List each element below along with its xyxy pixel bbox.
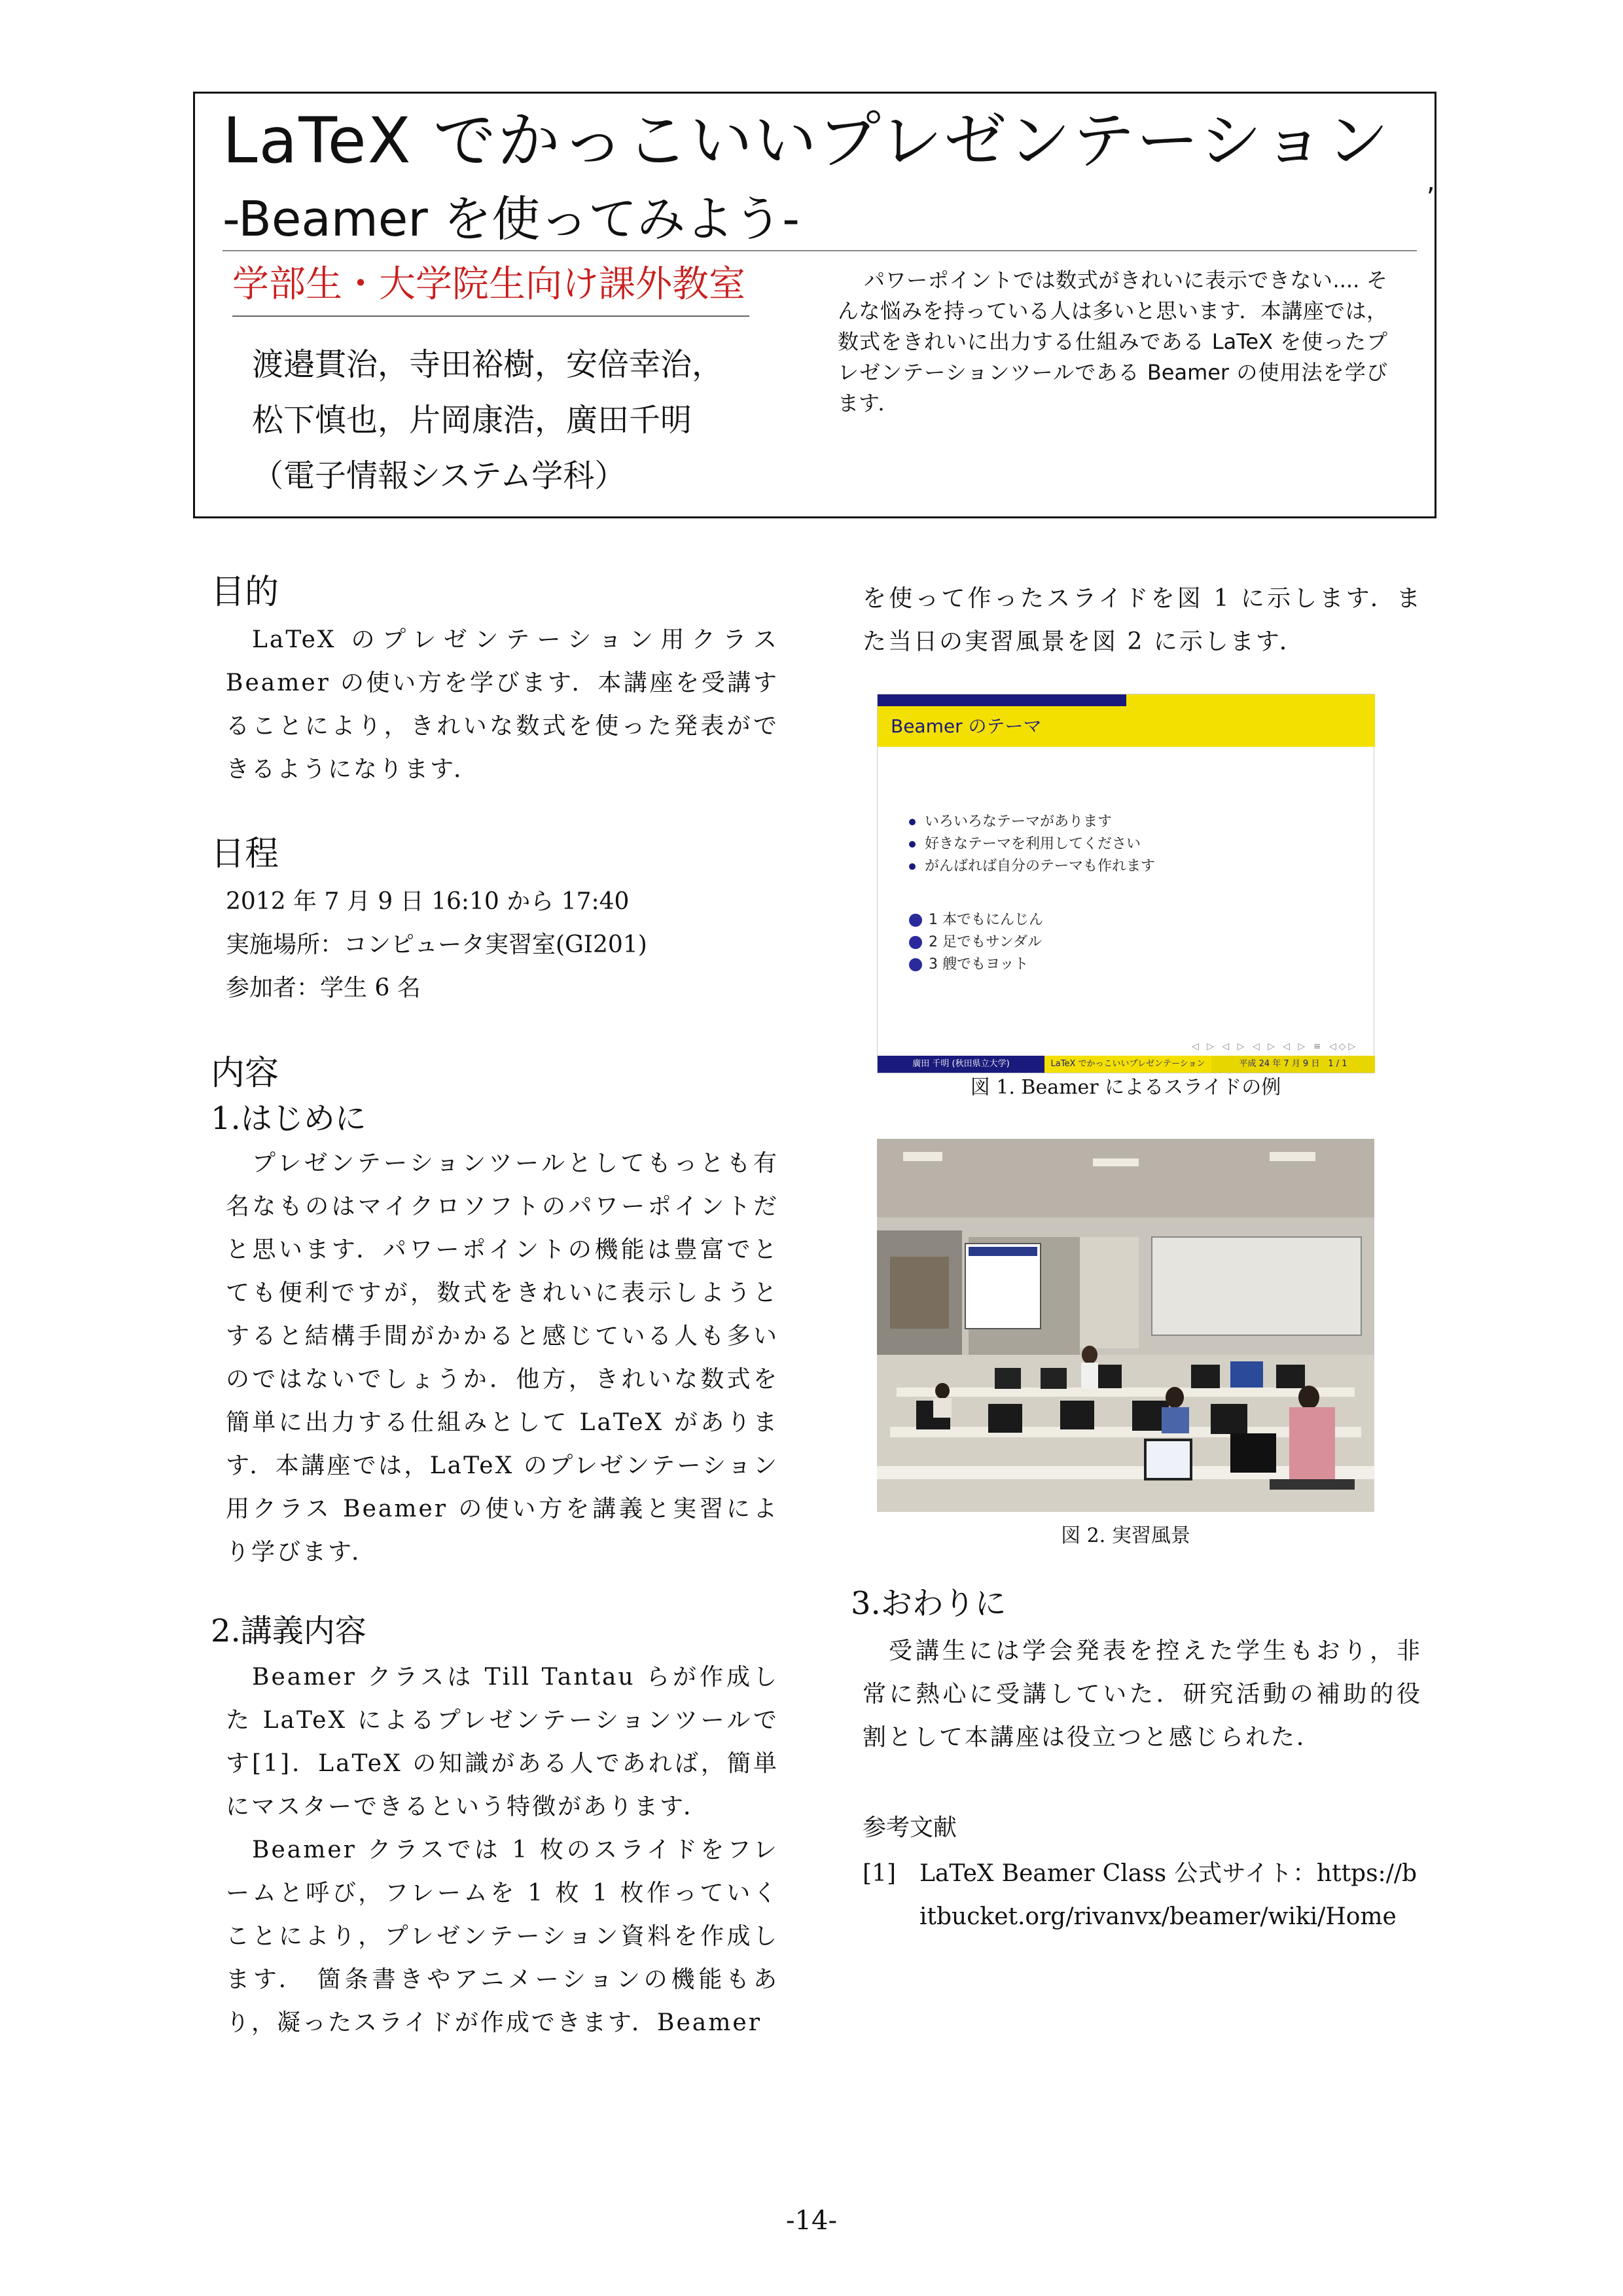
lecture-text [226,1656,779,2045]
slide-bullet: がんばれば自分のテーマも作れます [909,857,1155,876]
enum-ball-icon [909,936,922,949]
audience-divider [232,315,749,317]
slide-footer-author: 廣田 千明 (秋田県立大学) [878,1056,1044,1073]
figure-2-caption: 図 2. 実習風景 [1061,1524,1190,1547]
page-subtitle: -Beamer を使ってみよう- [223,191,800,247]
intro-text: プレゼンテーションツールとしてもっとも有名なものはマイクロソフトのパワーポイントだと思います．パワーポイントの機能は豊富でとても便利ですが，数式をきれいに表示しようとすると結構手間がかかると感じている人も多いのではないでしょうか．他方，きれいな数式を簡単に出力する仕組みとして LaTeX があります．本講座では，LaTeX のプレゼンテーション用クラス Beamer の使い方を講義と実習により学びます． [226,1150,779,1566]
slide-bullet: 好きなテーマを利用してください [909,834,1141,854]
slide-enum-item: 3 艘でもヨット [909,955,1029,975]
slide-bullet: いろいろなテーマがあります [909,812,1112,832]
schedule-participants: 参加者：学生 6 名 [226,975,421,1001]
lecture-paragraph-1: Beamer クラスは Till Tantau らが作成した LaTeX によるプレゼンテーションツールです[1]．LaTeX の知識がある人であれば，簡単にマスターできるという特徴があります． [226,1664,779,1820]
lecture-paragraph-2: Beamer クラスでは 1 枚のスライドをフレームと呼び，フレームを 1 枚 1 枚作っていくことにより，プレゼンテーション資料を作成します． 箇条書きやアニメーションの機能もあり，凝ったスライドが作成できます．Beamer [226,1837,779,2036]
slide-footer-date: 平成 24 年 7 月 9 日 1 / 1 [1211,1056,1375,1073]
slide-enum-item: 2 足でもサンダル [909,933,1042,952]
reference-text: LaTeX Beamer Class 公式サイト：https://bitbucket.org/rivanvx/beamer/wiki/Home [919,1860,1417,1930]
affiliation: （電子情報システム学科） [252,457,626,494]
authors-line-2: 松下慎也，片岡康浩，廣田千明 [252,402,692,439]
abstract: パワーポイントでは数式がきれいに表示できない.... そんな悩みを持っている人は多いと思います．本講座では，数式をきれいに出力する仕組みである LaTeX を使ったプレゼンテーションツールである Beamer の使用法を学びます． [838,268,1387,416]
bullet-icon [909,863,916,870]
figure-1-slide [877,694,1374,1073]
heading-lecture: 2.講義内容 [211,1613,366,1649]
heading-purpose: 目的 [211,573,279,612]
page-number: -14- [786,2206,837,2236]
enum-ball-icon [909,914,922,927]
figure-2-photo [877,1139,1374,1512]
purpose-text: LaTeX のプレゼンテーション用クラス Beamer の使い方を学びます．本講座を受講することにより，きれいな数式を使った発表ができるようになります． [226,626,779,783]
heading-schedule: 日程 [211,834,279,874]
authors-line-1: 渡邉貫治，寺田裕樹，安倍幸治， [252,346,724,383]
slide-nav-symbols: ◁ ▷ ◁ ▷ ◁ ▷ ◁ ▷ ≡ ◁◇▷ [1192,1041,1359,1052]
schedule-place: 実施場所：コンピュータ実習室(GI201) [226,931,647,958]
reference-number: [1] [863,1860,896,1887]
conclusion-text: 受講生には学会発表を控えた学生もおり，非常に熱心に受講していた．研究活動の補助的役割として本講座は役立つと感じられた． [863,1638,1422,1751]
slide-footer-title: LaTeX でかっこいいプレゼンテーション [1044,1056,1211,1073]
page-title: LaTeX でかっこいいプレゼンテーション [223,104,1391,177]
stray-mark: , [1427,167,1435,197]
bullet-icon [909,819,916,825]
heading-content: 内容 [211,1054,279,1093]
slide-enum-item: 1 本でもにんじん [909,910,1043,930]
figure-1-caption: 図 1. Beamer によるスライドの例 [970,1076,1281,1099]
schedule-date: 2012 年 7 月 9 日 16:10 から 17:40 [226,888,630,915]
figure-intro-text: を使って作ったスライドを図 1 に示します．また当日の実習風景を図 2 に示します． [863,585,1422,655]
references-title: 参考文献 [863,1814,957,1841]
audience-label: 学部生・大学院生向け課外教室 [232,263,745,306]
heading-conclusion: 3.おわりに [851,1585,1007,1622]
slide-footer [878,1056,1375,1073]
enum-ball-icon [909,958,922,971]
slide-top-bar [878,694,1375,706]
heading-intro: 1.はじめに [211,1100,366,1137]
slide-title: Beamer のテーマ [878,706,1375,747]
bullet-icon [909,841,916,848]
title-divider [223,250,1417,251]
